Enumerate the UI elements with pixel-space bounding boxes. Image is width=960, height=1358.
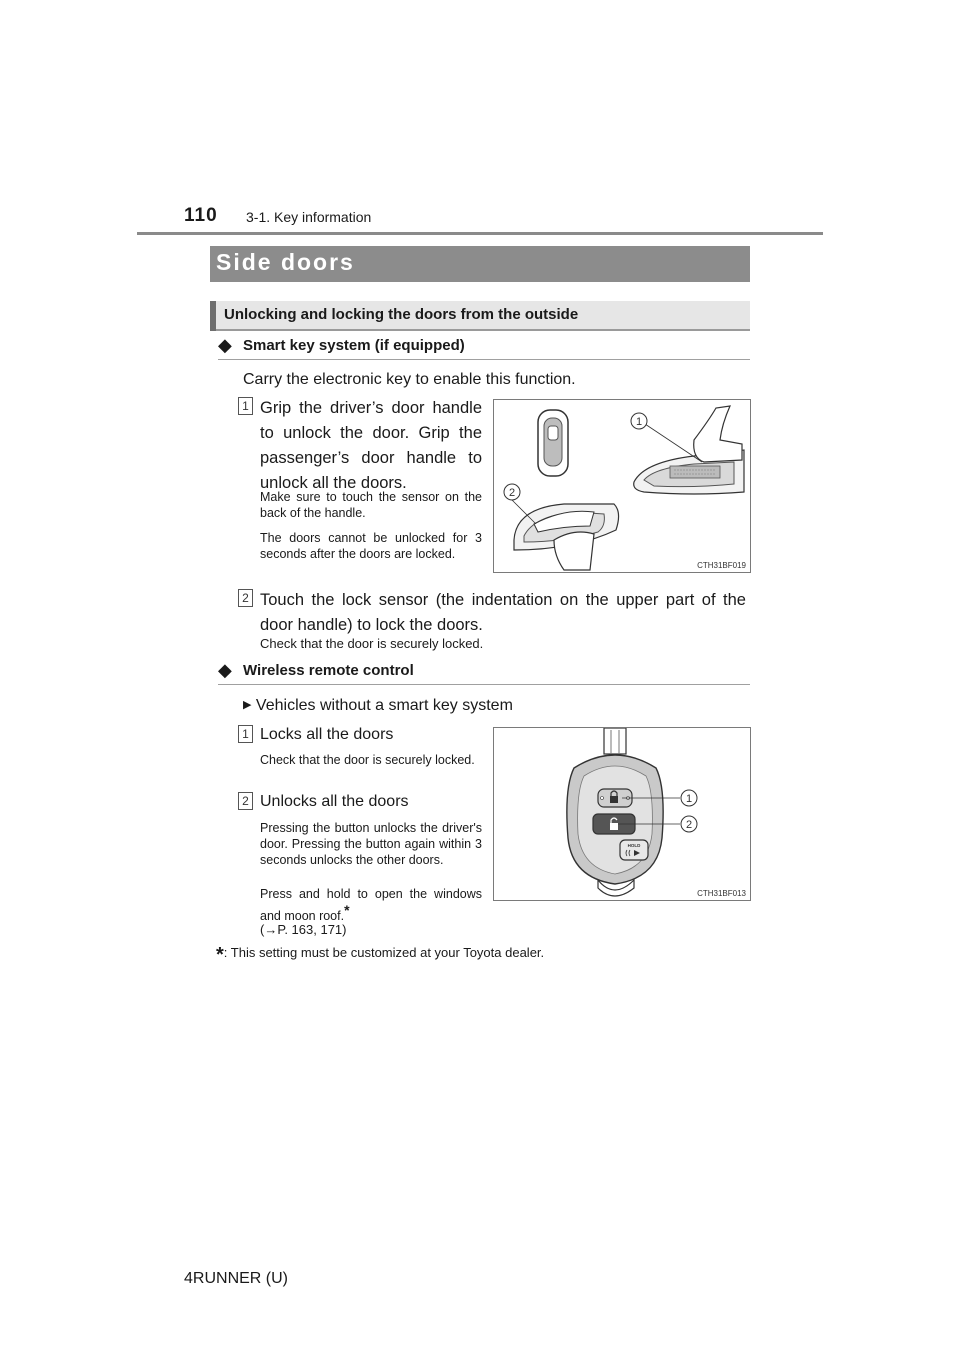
footnote — [216, 940, 756, 966]
svg-text:1: 1 — [635, 416, 643, 428]
step-1-text: Grip the driver’s door handle to unlock the door. Grip the passenger’s door handle to unlock all the doors. — [260, 399, 482, 492]
figure-code: CTH31BF019 — [697, 561, 746, 570]
header-rule — [137, 232, 823, 235]
door-handle-illustration — [494, 400, 750, 572]
remote-figure — [493, 727, 751, 901]
smart-key-intro: Carry the electronic key to enable this function. — [243, 371, 576, 388]
wireless-sub-item — [243, 694, 743, 719]
item-2-reference: (→P. 163, 171) — [260, 922, 347, 937]
item-2-number: 2 — [238, 792, 253, 810]
lower-door-handle-icon — [504, 484, 619, 570]
wireless-sub-item-label: Vehicles without a smart key system — [255, 697, 513, 714]
wireless-heading — [218, 660, 750, 685]
page-number: 110 — [184, 205, 218, 226]
svg-text:2: 2 — [508, 487, 516, 499]
footer-model: 4RUNNER (U) — [184, 1270, 288, 1287]
step-2-note: Check that the door is securely locked. — [260, 636, 484, 651]
item-2-note-windows: Press and hold to open the windows and moon roof.* — [260, 887, 482, 924]
step-1-number: 1 — [238, 397, 253, 415]
item-2-note-unlock: Pressing the button unlocks the driver's door. Pressing the button again within 3 seconds unlocks the other doors. — [260, 821, 482, 867]
item-1-label: Locks all the doors — [260, 726, 394, 743]
item-2-label: Unlocks all the doors — [260, 793, 409, 810]
step-1-note-delay: The doors cannot be unlocked for 3 seconds after the doors are locked. — [260, 531, 482, 561]
item-1-note: Check that the door is securely locked. — [260, 753, 475, 767]
triangle-bullet-icon: ▶ — [243, 699, 252, 711]
diamond-bullet-icon: ◆ — [218, 660, 232, 680]
diamond-bullet-icon: ◆ — [218, 335, 232, 355]
section-title-bar — [210, 246, 750, 282]
door-handle-figure — [493, 399, 751, 573]
section-path: 3-1. Key information — [246, 209, 372, 225]
smart-key-heading-label: Smart key system (if equipped) — [243, 337, 465, 354]
section-title: Side doors — [216, 249, 355, 275]
footnote-asterisk: * — [216, 944, 224, 966]
hold-button-icon — [620, 840, 648, 860]
smart-key-heading — [218, 335, 750, 360]
upper-door-handle-icon — [631, 406, 744, 494]
svg-text:1: 1 — [685, 793, 693, 805]
step-2-number: 2 — [238, 589, 253, 607]
wireless-heading-label: Wireless remote control — [243, 662, 414, 679]
key-blade-icon — [604, 728, 626, 754]
subheading-bar — [210, 301, 750, 331]
remote-illustration — [494, 728, 750, 900]
svg-text:HOLD: HOLD — [627, 843, 641, 848]
step-2-text: Touch the lock sensor (the indentation on the upper part of the door handle) to lock the doors. — [260, 591, 746, 634]
svg-text:2: 2 — [685, 819, 693, 831]
asterisk-marker: * — [344, 902, 350, 918]
footnote-text: : This setting must be customized at your Toyota dealer. — [223, 945, 545, 960]
figure-code: CTH31BF013 — [697, 889, 746, 898]
smart-key-fob-icon — [538, 410, 568, 476]
step-1-note-sensor: Make sure to touch the sensor on the back of the handle. — [260, 490, 482, 520]
subheading-title: Unlocking and locking the doors from the outside — [224, 306, 579, 323]
item-1-number: 1 — [238, 725, 253, 743]
